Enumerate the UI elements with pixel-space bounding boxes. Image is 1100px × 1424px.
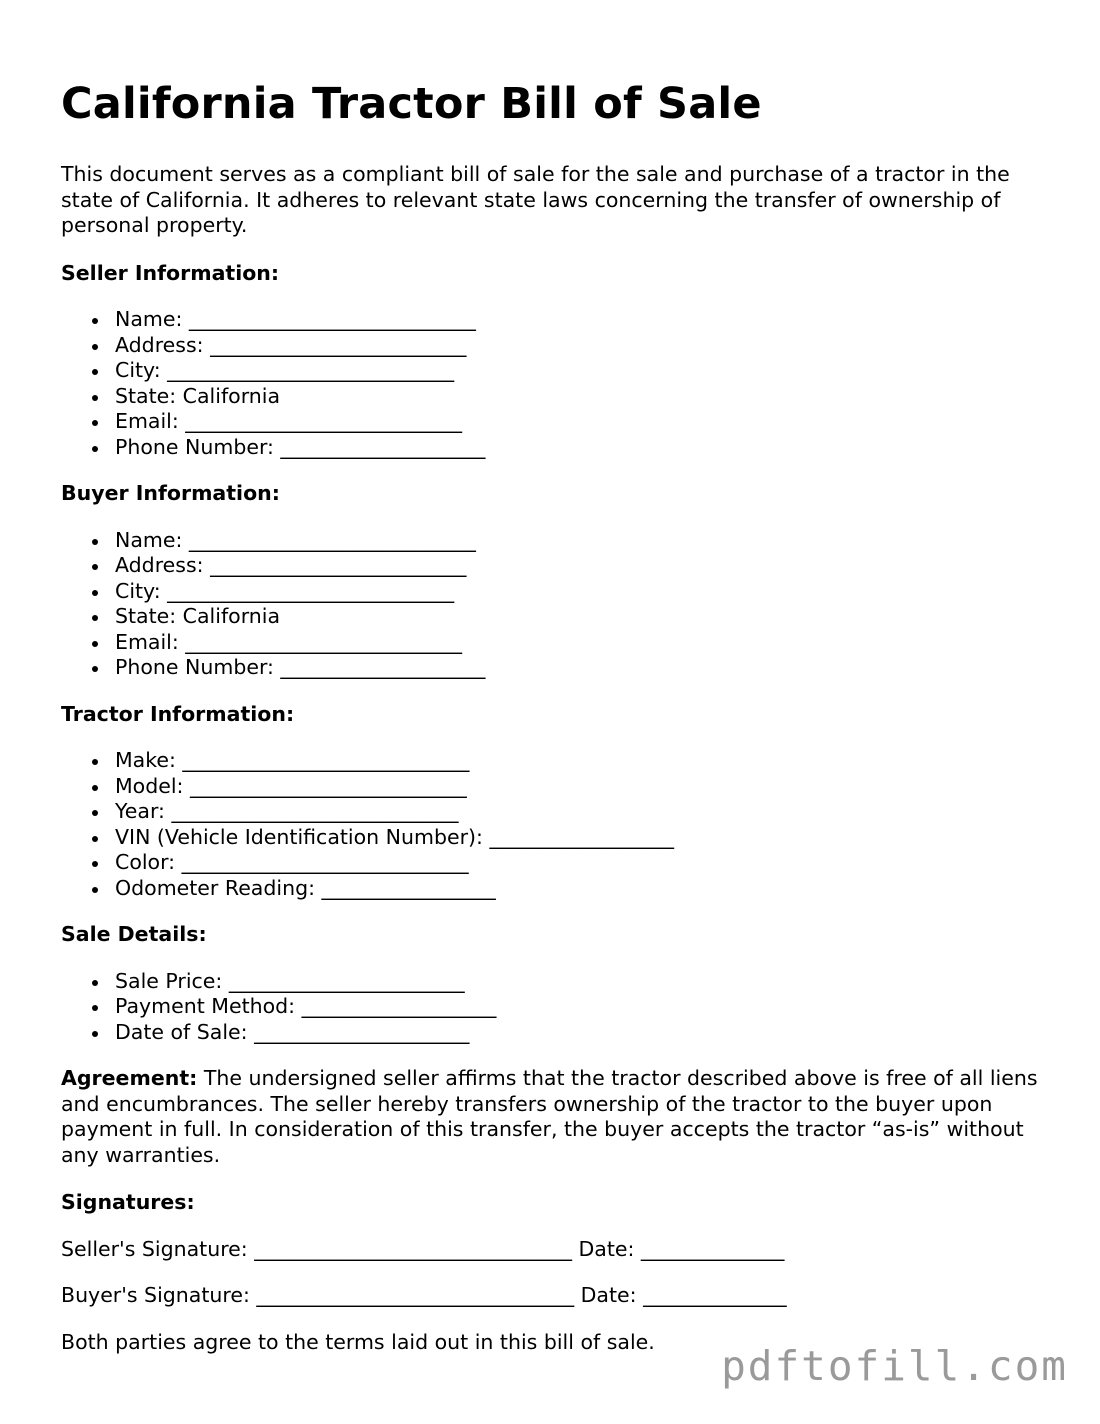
seller-address-field[interactable]: Address: _________________________	[61, 333, 1051, 359]
seller-email-field[interactable]: Email: ___________________________	[61, 409, 1051, 435]
buyer-address-field[interactable]: Address: _________________________	[61, 553, 1051, 579]
tractor-odometer-field[interactable]: Odometer Reading: _________________	[61, 876, 1051, 902]
seller-phone-field[interactable]: Phone Number: ____________________	[61, 435, 1051, 461]
buyer-fields	[61, 528, 1051, 681]
agreement-text: The undersigned seller affirms that the tractor described above is free of all liens and encumbrances. The seller hereby transfers ownership of the tractor to the buyer upon payment in full. In consideration of this transfer, the buyer accepts the tractor “as-is” without any warranties.	[61, 1066, 1038, 1167]
tractor-year-field[interactable]: Year: ____________________________	[61, 799, 1051, 825]
sale-heading: Sale Details:	[61, 922, 207, 946]
agreement-label: Agreement:	[61, 1066, 198, 1090]
date-of-sale-field[interactable]: Date of Sale: _____________________	[61, 1020, 1051, 1046]
seller-fields	[61, 307, 1051, 460]
tractor-fields	[61, 748, 1051, 901]
seller-name-field[interactable]: Name: ____________________________	[61, 307, 1051, 333]
signatures-heading: Signatures:	[61, 1190, 195, 1214]
buyer-email-field[interactable]: Email: ___________________________	[61, 630, 1051, 656]
tractor-color-field[interactable]: Color: ____________________________	[61, 850, 1051, 876]
tractor-model-field[interactable]: Model: ___________________________	[61, 774, 1051, 800]
payment-method-field[interactable]: Payment Method: ___________________	[61, 994, 1051, 1020]
document	[61, 76, 1051, 1355]
watermark: pdftofill.com	[721, 1342, 1068, 1390]
tractor-vin-field[interactable]: VIN (Vehicle Identification Number): __________________	[61, 825, 1051, 851]
sale-fields	[61, 969, 1051, 1046]
buyer-phone-field[interactable]: Phone Number: ____________________	[61, 655, 1051, 681]
seller-state-field: State: California	[61, 384, 1051, 410]
seller-signature-line[interactable]: Seller's Signature: _______________________________ Date: ______________	[61, 1236, 785, 1261]
agreement-paragraph	[61, 1066, 1051, 1168]
buyer-state-field: State: California	[61, 604, 1051, 630]
buyer-signature-line[interactable]: Buyer's Signature: _______________________________ Date: ______________	[61, 1283, 787, 1307]
page-title: California Tractor Bill of Sale	[61, 79, 762, 129]
tractor-make-field[interactable]: Make: ____________________________	[61, 748, 1051, 774]
seller-city-field[interactable]: City: ____________________________	[61, 358, 1051, 384]
sale-price-field[interactable]: Sale Price: _______________________	[61, 969, 1051, 995]
buyer-heading: Buyer Information:	[61, 481, 280, 505]
seller-heading: Seller Information:	[61, 260, 280, 285]
tractor-heading: Tractor Information:	[61, 701, 295, 726]
closing-statement: Both parties agree to the terms laid out in this bill of sale.	[61, 1329, 655, 1354]
buyer-name-field[interactable]: Name: ____________________________	[61, 528, 1051, 554]
buyer-city-field[interactable]: City: ____________________________	[61, 579, 1051, 605]
intro-paragraph: This document serves as a compliant bill of sale for the sale and purchase of a tractor in the state of California. It adheres to relevant state laws concerning the transfer of ownership of personal property.	[61, 162, 1010, 237]
